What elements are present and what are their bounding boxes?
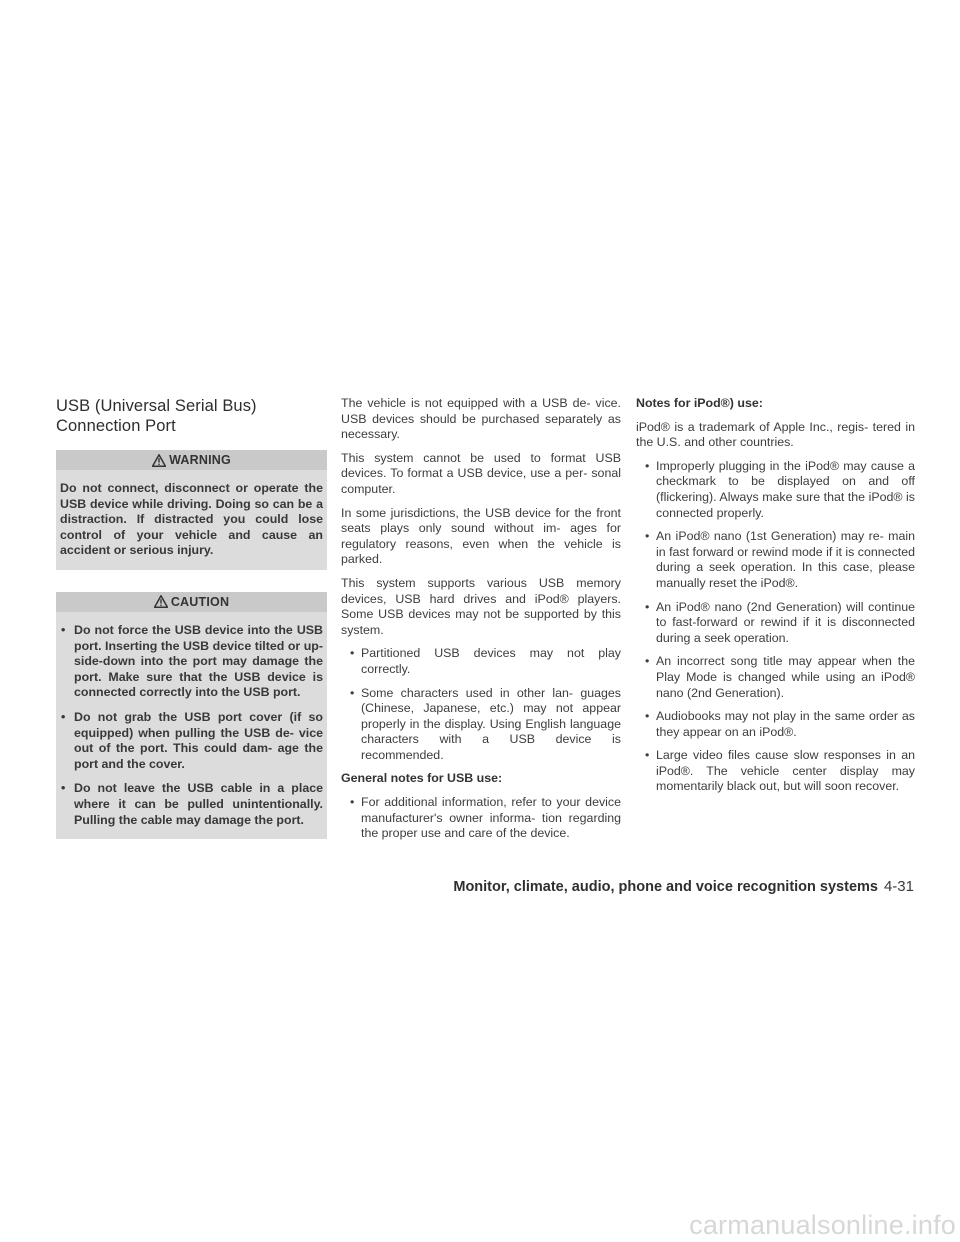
- list-item: • Improperly plugging in the iPod® may cause a checkmark to be displayed on and off (flickering). Always make sure that the iPod® is connected properly.: [636, 459, 915, 521]
- warning-label: WARNING: [169, 453, 231, 467]
- paragraph: The vehicle is not equipped with a USB de- vice. USB devices should be purchased separately as necessary.: [341, 396, 621, 442]
- watermark: carmanualsonline.info: [689, 1210, 956, 1240]
- list-item: • An iPod® nano (2nd Generation) will continue to fast-forward or rewind if it is disconnected during a seek operation.: [636, 600, 915, 647]
- warning-box: [56, 450, 327, 570]
- paragraph: In some jurisdictions, the USB device for the front seats plays only sound without im- ages for regulatory reasons, even when the vehicle is parked.: [341, 505, 621, 567]
- warning-header: [56, 450, 327, 470]
- general-notes-heading: General notes for USB use:: [341, 771, 503, 786]
- warning-icon: [152, 454, 166, 467]
- ipod-notes-list: [636, 459, 915, 795]
- left-column: [56, 396, 327, 849]
- list-item: • For additional information, refer to your device manufacturer's owner informa- tion regarding the proper use and care of the device.: [341, 795, 621, 842]
- caution-label: CAUTION: [170, 594, 230, 609]
- caution-icon: [154, 595, 168, 608]
- list-item: • An incorrect song title may appear when the Play Mode is changed while using an iPod® nano (2nd Generation).: [636, 654, 915, 701]
- caution-item: • Do not grab the USB port cover (if so equipped) when pulling the USB de- vice out of the port. This could dam- age the port and the cover.: [60, 710, 323, 772]
- caution-item: • Do not force the USB device into the USB port. Inserting the USB device tilted or up-side-down into the port may damage the port. Make sure that the USB device is connected correctly into the USB port.: [60, 623, 323, 701]
- list-item: • Audiobooks may not play in the same order as they appear on an iPod®.: [636, 709, 915, 740]
- page-number: 4-31: [883, 878, 914, 895]
- ipod-trademark-text: iPod® is a trademark of Apple Inc., regis- tered in the U.S. and other countries.: [636, 419, 915, 450]
- middle-column: [341, 396, 621, 850]
- caution-body: [56, 612, 327, 839]
- list-item: • Partitioned USB devices may not play correctly.: [341, 646, 621, 677]
- list-item: • An iPod® nano (1st Generation) may re- main in fast forward or rewind mode if it is connected during a seek operation. In this case, please manually reset the iPod®.: [636, 529, 915, 591]
- general-notes-list: [341, 795, 621, 842]
- warning-text: Do not connect, disconnect or operate the USB device while driving. Doing so can be a distraction. If distracted you could lose control of your vehicle and cause an accident or serious injury.: [60, 481, 323, 558]
- section-title: USB (Universal Serial Bus) Connection Port: [56, 397, 257, 435]
- caution-header: [56, 592, 327, 612]
- paragraph: This system cannot be used to format USB devices. To format a USB device, use a per- sonal computer.: [341, 450, 621, 496]
- caution-box: [56, 592, 327, 839]
- chapter-title: Monitor, climate, audio, phone and voice recognition systems: [453, 879, 878, 895]
- list-item: • Large video files cause slow responses in an iPod®. The vehicle center display may momentarily black out, but will soon recover.: [636, 748, 915, 795]
- list-item: • Some characters used in other lan- guages (Chinese, Japanese, etc.) may not appear properly in the display. Using English language characters with a USB device is recommended.: [341, 686, 621, 764]
- warning-body: [56, 470, 327, 570]
- paragraph: This system supports various USB memory devices, USB hard drives and iPod® players. Some USB devices may not be supported by this system.: [341, 575, 621, 637]
- page-footer: [453, 878, 914, 895]
- usb-support-list: [341, 646, 621, 763]
- ipod-notes-heading: Notes for iPod®) use:: [636, 396, 763, 410]
- caution-item: • Do not leave the USB cable in a place where it can be pulled unintentionally. Pulling the cable may damage the port.: [60, 781, 323, 828]
- right-column: [636, 396, 915, 803]
